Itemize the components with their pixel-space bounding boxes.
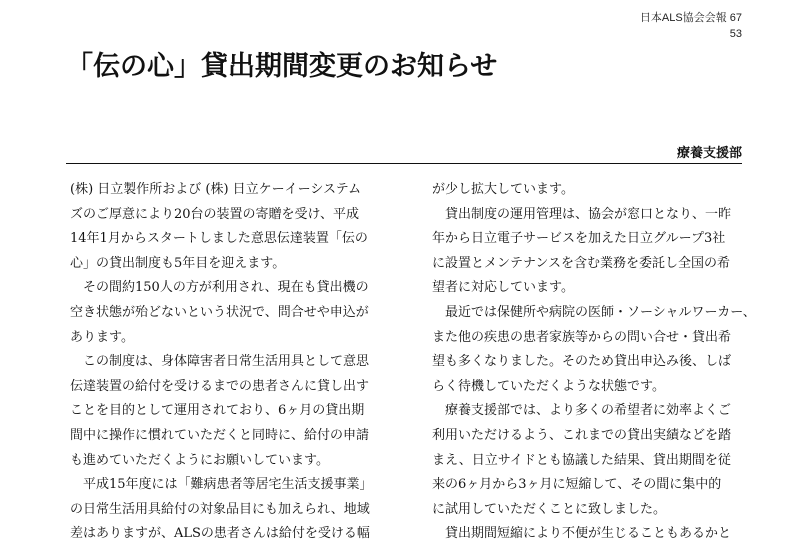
- body-line: (株) 日立製作所および (株) 日立ケーイーシステム: [70, 182, 362, 197]
- body-line: 伝達装置の給付を受けるまでの患者さんに貸し出す: [70, 378, 370, 394]
- body-line: も進めていただくようにお願いしています。: [70, 452, 329, 468]
- body-line: 貸出制度の運用管理は、協会が窓口となり、一昨: [432, 206, 732, 222]
- body-line: に試用していただくことに致しました。: [432, 501, 667, 517]
- department-label: 療養支援部: [676, 146, 742, 161]
- body-line: に設置とメンテナンスを含む業務を委託し全国の希: [432, 255, 730, 271]
- body-line: 貸出期間短縮により不便が生じることもあるかと: [432, 526, 732, 542]
- body-line: 療養支援部では、より多くの希望者に効率よくご: [432, 403, 732, 419]
- body-line: その間約150人の方が利用され、現在も貸出機の: [70, 280, 369, 296]
- body-line: 望者に対応しています。: [432, 280, 574, 296]
- article-column-right: [432, 178, 756, 547]
- body-line: 平成15年度には「難病患者等居宅生活支援事業」: [70, 477, 373, 493]
- body-line: 間中に操作に慣れていただくと同時に、給付の申請: [70, 427, 370, 443]
- page-number: 53: [729, 28, 742, 40]
- running-header: [640, 10, 742, 42]
- title-divider: [66, 163, 742, 164]
- body-line: が少し拡大しています。: [432, 182, 574, 197]
- body-line: 望も多くなりました。そのため貸出申込み後、しば: [432, 354, 732, 370]
- body-line: まえ、日立サイドとも協議した結果、貸出期間を従: [432, 452, 731, 468]
- body-line: 来の6ヶ月から3ヶ月に短縮して、その間に集中的: [432, 477, 722, 493]
- body-line: あります。: [70, 329, 134, 345]
- body-line: 心」の貸出制度も5年目を迎えます。: [70, 255, 286, 271]
- body-line: 14年1月からスタートしました意思伝達装置「伝の: [70, 231, 368, 247]
- body-line: 最近では保健所や病院の医師・ソーシャルワーカー、: [432, 304, 756, 320]
- article-title: 「伝の心」貸出期間変更のお知らせ: [66, 51, 498, 82]
- body-line: 年から日立電子サービスを加えた日立グループ3社: [432, 231, 726, 247]
- body-line: の日常生活用具給付の対象品目にも加えられ、地域: [70, 501, 370, 517]
- body-line: らく待機していただくような状態です。: [432, 378, 665, 394]
- body-line: ズのご厚意により20台の装置の寄贈を受け、平成: [70, 206, 360, 222]
- body-line: 差はありますが、ALSの患者さんは給付を受ける幅: [70, 526, 370, 542]
- body-line: また他の疾患の患者家族等からの問い合せ・貸出希: [432, 329, 732, 345]
- body-line: ことを目的として運用されており、6ヶ月の貸出期: [70, 403, 365, 419]
- publication-name: 日本ALS協会会報 67: [639, 12, 742, 24]
- body-line: この制度は、身体障害者日常生活用具として意思: [70, 354, 370, 370]
- article-column-left: [70, 178, 382, 547]
- body-line: 利用いただけるよう、これまでの貸出実績などを踏: [432, 427, 732, 443]
- body-line: 空き状態が殆どないという状況で、問合せや申込が: [70, 304, 369, 320]
